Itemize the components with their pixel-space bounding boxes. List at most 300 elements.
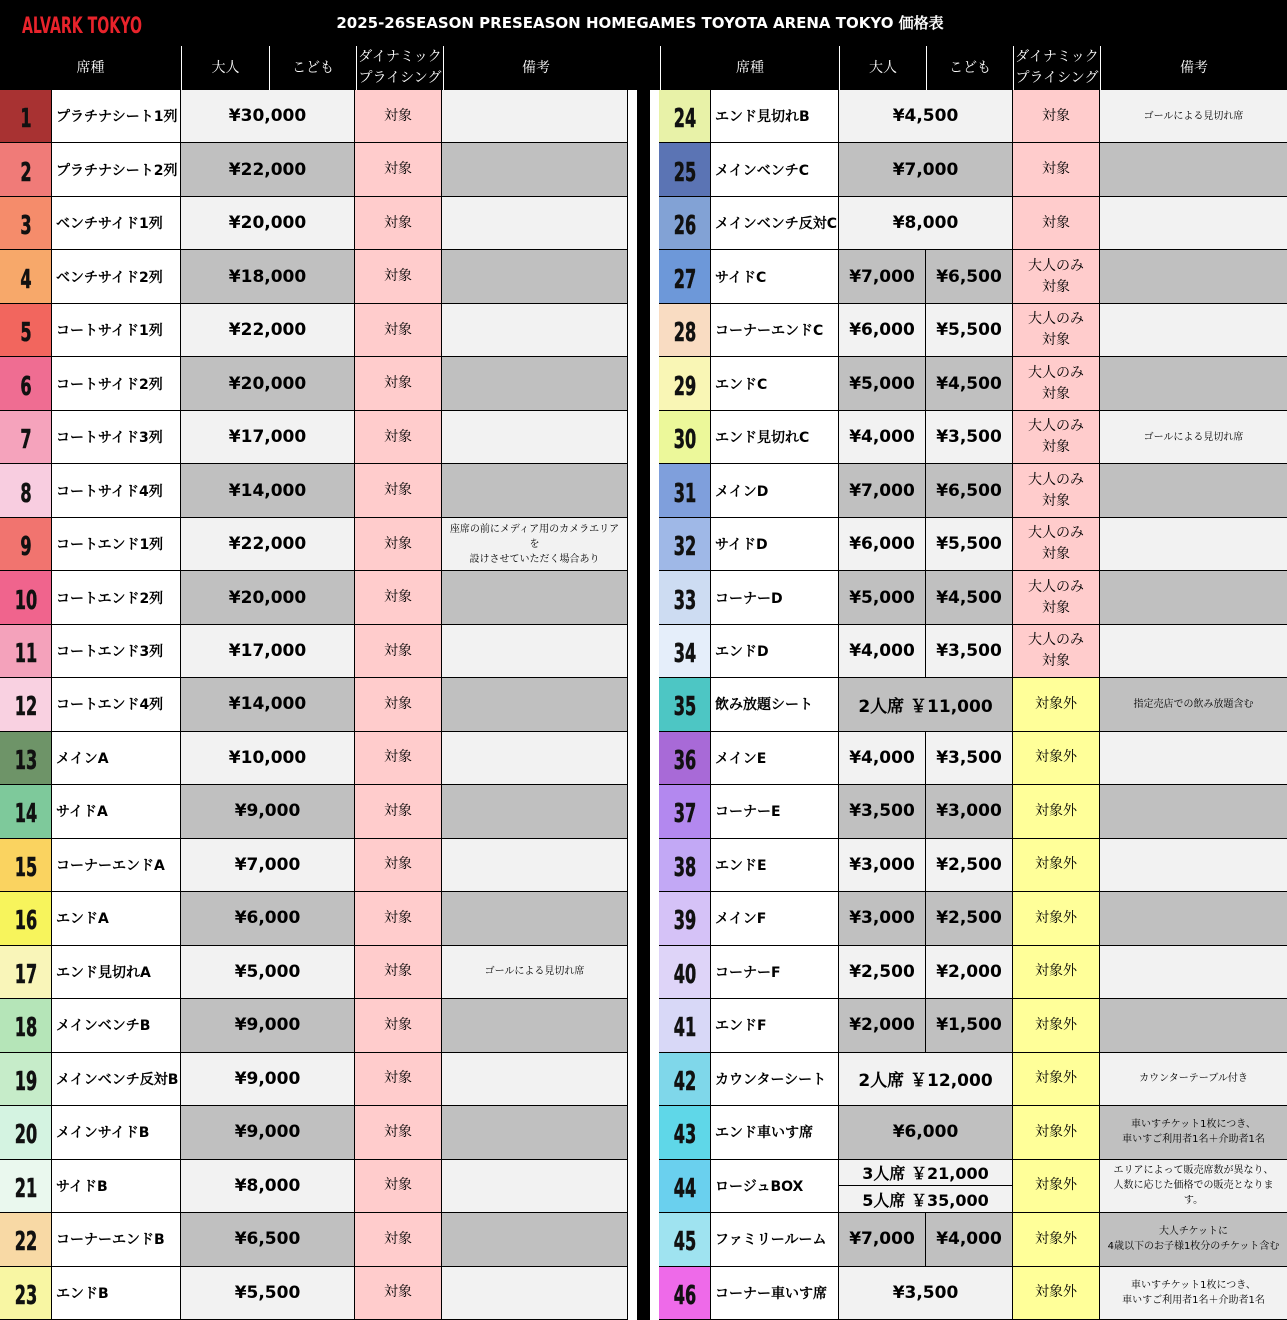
dynamic-pricing: 対象外 xyxy=(1013,1267,1100,1319)
header-dynamic-left: ダイナミック プライシング xyxy=(356,46,443,90)
seat-number xyxy=(0,946,52,998)
adult-price: ¥7,000 xyxy=(839,250,926,302)
note-cell xyxy=(1100,250,1287,302)
svg-text:19: 19 xyxy=(14,1066,37,1098)
child-price: ¥3,500 xyxy=(936,641,1002,662)
dynamic-pricing: 対象 xyxy=(355,90,442,142)
price-cell: ¥3,500 xyxy=(839,1267,1013,1319)
seat-name: コーナーエンドA xyxy=(52,839,181,891)
table-row xyxy=(0,678,628,731)
note-cell: カウンターテーブル付き xyxy=(1100,1053,1287,1105)
note-cell xyxy=(1100,839,1287,891)
seat-name: メインベンチC xyxy=(711,143,839,195)
price-cell: ¥8,000 xyxy=(839,197,1013,249)
seat-number xyxy=(659,1106,711,1158)
child-price: ¥3,500 xyxy=(936,427,1002,448)
seat-name: メインA xyxy=(52,732,181,784)
header-child-right: こども xyxy=(926,46,1013,90)
svg-text:7: 7 xyxy=(19,425,32,456)
svg-text:44: 44 xyxy=(673,1173,696,1205)
seat-name: メインサイドB xyxy=(52,1106,181,1158)
seat-name: サイドB xyxy=(52,1160,181,1212)
price-cell xyxy=(839,946,1013,998)
note-cell: ゴールによる見切れ席 xyxy=(442,946,627,998)
table-row xyxy=(0,1106,628,1159)
svg-text:28: 28 xyxy=(673,318,696,349)
seat-name: プラチナシート1列 xyxy=(52,90,181,142)
svg-text:18: 18 xyxy=(14,1013,37,1044)
svg-text:26: 26 xyxy=(673,211,696,242)
seat-number xyxy=(659,357,711,409)
adult-price: ¥5,000 xyxy=(839,571,926,623)
svg-text:24: 24 xyxy=(673,104,696,135)
group-price: 3人席 ￥21,000 xyxy=(839,1160,1012,1187)
table-row xyxy=(659,518,1287,571)
table-row xyxy=(659,250,1287,303)
child-price: ¥1,500 xyxy=(936,1015,1002,1036)
seat-number xyxy=(0,411,52,463)
price-cell: 2人席 ￥12,000 xyxy=(839,1053,1013,1105)
note-cell xyxy=(442,678,627,730)
table-row xyxy=(659,90,1287,143)
table-row xyxy=(0,1213,628,1266)
seat-name: コートエンド2列 xyxy=(52,571,181,623)
dynamic-pricing: 対象外 xyxy=(1013,732,1100,784)
svg-text:39: 39 xyxy=(673,906,696,937)
price-cell: ¥20,000 xyxy=(181,357,355,409)
dynamic-pricing: 対象 xyxy=(355,518,442,570)
table-row xyxy=(0,1267,628,1320)
table-row xyxy=(0,946,628,999)
seat-number xyxy=(659,411,711,463)
dynamic-pricing: 対象 xyxy=(1013,90,1100,142)
seat-name: エンドB xyxy=(52,1267,181,1319)
note-cell xyxy=(1100,571,1287,623)
seat-name: メインベンチ反対B xyxy=(52,1053,181,1105)
price-cell: ¥5,500 xyxy=(181,1267,355,1319)
svg-text:30: 30 xyxy=(673,425,696,456)
svg-text:9: 9 xyxy=(19,532,32,563)
seat-number xyxy=(0,1267,52,1319)
price-cell: ¥18,000 xyxy=(181,250,355,302)
seat-number xyxy=(659,625,711,677)
dynamic-pricing: 対象 xyxy=(355,839,442,891)
child-price: ¥3,500 xyxy=(936,747,1002,768)
note-cell: 指定売店での飲み放題含む xyxy=(1100,678,1287,730)
svg-text:8: 8 xyxy=(19,478,32,509)
seat-number xyxy=(0,625,52,677)
page-title: 2025-26SEASON PRESEASON HOMEGAMES TOYOTA ARENA TOKYO 価格表 xyxy=(336,14,944,32)
dynamic-pricing: 大人のみ 対象 xyxy=(1013,357,1100,409)
seat-name: メインベンチB xyxy=(52,999,181,1051)
child-price: ¥2,500 xyxy=(936,854,1002,875)
adult-price: ¥3,000 xyxy=(839,892,926,944)
note-cell xyxy=(1100,304,1287,356)
dynamic-pricing: 対象 xyxy=(355,197,442,249)
seat-name: エンド見切れB xyxy=(711,90,839,142)
price-cell: ¥22,000 xyxy=(181,304,355,356)
price-cell xyxy=(839,839,1013,891)
table-row xyxy=(0,571,628,624)
price-cell xyxy=(839,625,1013,677)
dynamic-pricing: 対象外 xyxy=(1013,999,1100,1051)
seat-name: エンドE xyxy=(711,839,839,891)
table-row xyxy=(0,250,628,303)
svg-text:16: 16 xyxy=(14,906,37,937)
table-row xyxy=(0,732,628,785)
table-row xyxy=(0,999,628,1052)
seat-number xyxy=(0,357,52,409)
seat-number xyxy=(659,999,711,1051)
note-cell xyxy=(442,732,627,784)
dynamic-pricing: 対象 xyxy=(355,892,442,944)
svg-text:5: 5 xyxy=(19,318,32,349)
svg-text:ALVARK TOKYO: ALVARK TOKYO xyxy=(22,14,142,39)
svg-text:1: 1 xyxy=(19,104,32,135)
note-cell xyxy=(442,464,627,516)
dynamic-pricing: 対象 xyxy=(1013,197,1100,249)
header-adult-left: 大人 xyxy=(181,46,269,90)
seat-name: エンド車いす席 xyxy=(711,1106,839,1158)
dynamic-pricing: 対象 xyxy=(355,304,442,356)
column-separator-right xyxy=(650,90,659,1320)
adult-price: ¥6,000 xyxy=(839,304,926,356)
seat-number xyxy=(0,839,52,891)
note-cell xyxy=(442,571,627,623)
child-price: ¥2,500 xyxy=(936,908,1002,929)
table-row xyxy=(0,625,628,678)
note-cell xyxy=(442,1106,627,1158)
adult-price: ¥7,000 xyxy=(839,1213,926,1265)
price-cell: ¥22,000 xyxy=(181,143,355,195)
note-cell xyxy=(1100,732,1287,784)
svg-text:34: 34 xyxy=(673,639,696,670)
dynamic-pricing: 対象外 xyxy=(1013,946,1100,998)
seat-number xyxy=(0,1213,52,1265)
adult-price: ¥3,500 xyxy=(839,785,926,837)
svg-text:4: 4 xyxy=(19,264,32,295)
header-child-left: こども xyxy=(269,46,356,90)
seat-number xyxy=(0,250,52,302)
dynamic-pricing: 対象 xyxy=(355,357,442,409)
seat-number xyxy=(0,785,52,837)
svg-text:22: 22 xyxy=(14,1227,37,1258)
dynamic-pricing: 大人のみ 対象 xyxy=(1013,571,1100,623)
note-cell xyxy=(1100,197,1287,249)
price-cell xyxy=(839,892,1013,944)
seat-name: コーナー車いす席 xyxy=(711,1267,839,1319)
note-cell: ゴールによる見切れ席 xyxy=(1100,90,1287,142)
svg-text:10: 10 xyxy=(14,585,37,616)
svg-text:2: 2 xyxy=(19,157,32,188)
dynamic-pricing: 大人のみ 対象 xyxy=(1013,518,1100,570)
seat-number xyxy=(659,464,711,516)
note-cell xyxy=(442,250,627,302)
svg-text:31: 31 xyxy=(673,478,696,509)
seat-number xyxy=(659,250,711,302)
table-row xyxy=(659,946,1287,999)
price-cell: ¥14,000 xyxy=(181,678,355,730)
header-note-left: 備考 xyxy=(443,46,628,90)
note-cell xyxy=(442,197,627,249)
seat-number xyxy=(659,839,711,891)
seat-name: コートエンド1列 xyxy=(52,518,181,570)
seat-number xyxy=(659,1213,711,1265)
seat-number xyxy=(0,892,52,944)
table-row xyxy=(659,357,1287,410)
table-row xyxy=(659,625,1287,678)
seat-name: サイドD xyxy=(711,518,839,570)
svg-text:15: 15 xyxy=(14,853,37,884)
seat-number xyxy=(0,304,52,356)
seat-number xyxy=(0,464,52,516)
seat-number xyxy=(659,1267,711,1319)
table-row xyxy=(659,464,1287,517)
note-cell xyxy=(442,625,627,677)
seat-name: プラチナシート2列 xyxy=(52,143,181,195)
price-cell: ¥9,000 xyxy=(181,1106,355,1158)
seat-name: メインE xyxy=(711,732,839,784)
svg-text:6: 6 xyxy=(19,371,32,402)
svg-text:35: 35 xyxy=(673,692,696,723)
seat-number xyxy=(0,999,52,1051)
seat-name: メインF xyxy=(711,892,839,944)
price-cell: ¥20,000 xyxy=(181,197,355,249)
table-row xyxy=(659,839,1287,892)
note-cell: 車いすチケット1枚につき、 車いすご利用者1名＋介助者1名 xyxy=(1100,1267,1287,1319)
seat-name: コーナーE xyxy=(711,785,839,837)
note-cell: エリアによって販売席数が異なり、 人数に応じた価格での販売となります。 xyxy=(1100,1160,1287,1212)
price-cell: ¥10,000 xyxy=(181,732,355,784)
note-cell xyxy=(442,892,627,944)
seat-number xyxy=(0,678,52,730)
note-cell xyxy=(1100,143,1287,195)
seat-number xyxy=(659,732,711,784)
seat-name: サイドC xyxy=(711,250,839,302)
table-row xyxy=(659,304,1287,357)
note-cell: 大人チケットに 4歳以下のお子様1枚分のチケット含む xyxy=(1100,1213,1287,1265)
table-row xyxy=(659,571,1287,624)
table-row xyxy=(659,1213,1287,1266)
svg-text:29: 29 xyxy=(673,371,696,402)
price-cell: ¥6,000 xyxy=(839,1106,1013,1158)
adult-price: ¥4,000 xyxy=(839,625,926,677)
price-cell xyxy=(839,1213,1013,1265)
table-row xyxy=(0,518,628,571)
table-row xyxy=(0,785,628,838)
price-cell xyxy=(839,357,1013,409)
seat-name: コートサイド2列 xyxy=(52,357,181,409)
seat-name: コーナーエンドC xyxy=(711,304,839,356)
dynamic-pricing: 対象 xyxy=(355,250,442,302)
seat-number xyxy=(659,946,711,998)
child-price: ¥4,000 xyxy=(936,1229,1002,1250)
seat-name: コートサイド4列 xyxy=(52,464,181,516)
note-cell xyxy=(442,411,627,463)
seat-number xyxy=(0,143,52,195)
price-cell: ¥20,000 xyxy=(181,571,355,623)
seat-number xyxy=(659,90,711,142)
seat-name: コートサイド3列 xyxy=(52,411,181,463)
note-cell xyxy=(1100,625,1287,677)
svg-text:36: 36 xyxy=(673,746,696,777)
table-row xyxy=(659,892,1287,945)
column-separator-left xyxy=(628,90,637,1320)
svg-text:11: 11 xyxy=(14,639,37,670)
seat-number xyxy=(659,143,711,195)
price-cell: ¥22,000 xyxy=(181,518,355,570)
seat-number xyxy=(659,304,711,356)
table-row xyxy=(659,411,1287,464)
dynamic-pricing: 大人のみ 対象 xyxy=(1013,625,1100,677)
seat-number xyxy=(0,518,52,570)
seat-name: エンドA xyxy=(52,892,181,944)
price-cell xyxy=(839,250,1013,302)
svg-text:25: 25 xyxy=(673,157,696,188)
table-row xyxy=(0,839,628,892)
price-cell: ¥9,000 xyxy=(181,999,355,1051)
svg-text:41: 41 xyxy=(673,1013,696,1044)
seat-name: コーナーエンドB xyxy=(52,1213,181,1265)
seat-number xyxy=(0,571,52,623)
header-adult-right: 大人 xyxy=(839,46,926,90)
dynamic-pricing: 大人のみ 対象 xyxy=(1013,464,1100,516)
table-row xyxy=(0,304,628,357)
table-row xyxy=(0,143,628,196)
svg-text:40: 40 xyxy=(673,960,696,991)
price-cell: ¥6,500 xyxy=(181,1213,355,1265)
dynamic-pricing: 対象 xyxy=(355,1160,442,1212)
note-cell xyxy=(1100,946,1287,998)
seat-name: コーナーD xyxy=(711,571,839,623)
seat-number xyxy=(659,1053,711,1105)
child-price: ¥2,000 xyxy=(936,961,1002,982)
dynamic-pricing: 対象 xyxy=(355,464,442,516)
dynamic-pricing: 対象 xyxy=(355,678,442,730)
top-bar xyxy=(0,0,1287,46)
seat-number xyxy=(0,197,52,249)
note-cell xyxy=(442,1267,627,1319)
note-cell xyxy=(442,90,627,142)
dynamic-pricing: 対象 xyxy=(355,571,442,623)
seat-name: ファミリールーム xyxy=(711,1213,839,1265)
svg-text:13: 13 xyxy=(14,746,37,777)
header-seat-right: 席種 xyxy=(660,46,839,90)
seat-number xyxy=(659,1160,711,1212)
seat-name: 飲み放題シート xyxy=(711,678,839,730)
seat-name: サイドA xyxy=(52,785,181,837)
adult-price: ¥6,000 xyxy=(839,518,926,570)
header-note-right: 備考 xyxy=(1100,46,1287,90)
dynamic-pricing: 対象 xyxy=(355,1106,442,1158)
price-cell xyxy=(839,518,1013,570)
price-cell xyxy=(839,732,1013,784)
table-row xyxy=(0,357,628,410)
seat-name: エンド見切れC xyxy=(711,411,839,463)
dynamic-pricing: 対象 xyxy=(355,143,442,195)
price-cell: ¥17,000 xyxy=(181,625,355,677)
note-cell xyxy=(442,357,627,409)
seat-number xyxy=(659,197,711,249)
note-cell xyxy=(442,999,627,1051)
dynamic-pricing: 対象外 xyxy=(1013,1160,1100,1212)
svg-text:14: 14 xyxy=(14,799,37,830)
note-cell xyxy=(442,1160,627,1212)
seat-number xyxy=(659,678,711,730)
alvark-logo xyxy=(20,7,144,41)
table-row xyxy=(0,464,628,517)
dynamic-pricing: 対象 xyxy=(1013,143,1100,195)
seat-number xyxy=(0,732,52,784)
note-cell: ゴールによる見切れ席 xyxy=(1100,411,1287,463)
table-row xyxy=(659,1053,1287,1106)
note-cell: 車いすチケット1枚につき、 車いすご利用者1名＋介助者1名 xyxy=(1100,1106,1287,1158)
price-cell xyxy=(839,464,1013,516)
seat-name: コーナーF xyxy=(711,946,839,998)
note-cell xyxy=(442,304,627,356)
seat-name: コートエンド3列 xyxy=(52,625,181,677)
table-row xyxy=(659,732,1287,785)
seat-number xyxy=(659,518,711,570)
seat-number xyxy=(659,892,711,944)
seat-number xyxy=(0,1053,52,1105)
note-cell: 座席の前にメディア用のカメラエリアを 設けさせていただく場合あり xyxy=(442,518,627,570)
adult-price: ¥2,000 xyxy=(839,999,926,1051)
note-cell xyxy=(442,1213,627,1265)
note-cell xyxy=(442,1053,627,1105)
note-cell xyxy=(1100,518,1287,570)
table-row xyxy=(659,678,1287,731)
svg-text:27: 27 xyxy=(673,264,696,295)
group-price: 5人席 ￥35,000 xyxy=(862,1191,989,1211)
price-cell: ¥6,000 xyxy=(181,892,355,944)
table-row xyxy=(659,785,1287,838)
price-cell xyxy=(839,571,1013,623)
header-seat-left: 席種 xyxy=(76,60,105,76)
price-cell xyxy=(839,304,1013,356)
table-row xyxy=(659,1267,1287,1320)
svg-text:43: 43 xyxy=(673,1120,696,1151)
right-price-table xyxy=(659,90,1287,1320)
adult-price: ¥5,000 xyxy=(839,357,926,409)
dynamic-pricing: 大人のみ 対象 xyxy=(1013,304,1100,356)
adult-price: ¥3,000 xyxy=(839,839,926,891)
note-cell xyxy=(1100,892,1287,944)
price-cell xyxy=(839,785,1013,837)
table-row xyxy=(659,1160,1287,1213)
price-cell: ¥14,000 xyxy=(181,464,355,516)
dynamic-pricing: 対象 xyxy=(355,625,442,677)
seat-number xyxy=(0,1106,52,1158)
svg-text:17: 17 xyxy=(14,960,37,991)
seat-name: ベンチサイド1列 xyxy=(52,197,181,249)
seat-number xyxy=(659,785,711,837)
svg-text:20: 20 xyxy=(14,1120,37,1151)
note-cell xyxy=(442,839,627,891)
price-cell: ¥4,500 xyxy=(839,90,1013,142)
table-row xyxy=(659,143,1287,196)
svg-text:37: 37 xyxy=(673,799,696,830)
svg-text:46: 46 xyxy=(673,1280,696,1311)
adult-price: ¥7,000 xyxy=(839,464,926,516)
note-cell xyxy=(1100,464,1287,516)
price-cell xyxy=(839,999,1013,1051)
seat-number xyxy=(0,90,52,142)
table-row xyxy=(0,90,628,143)
table-row xyxy=(659,197,1287,250)
dynamic-pricing: 対象 xyxy=(355,999,442,1051)
seat-name: コートエンド4列 xyxy=(52,678,181,730)
